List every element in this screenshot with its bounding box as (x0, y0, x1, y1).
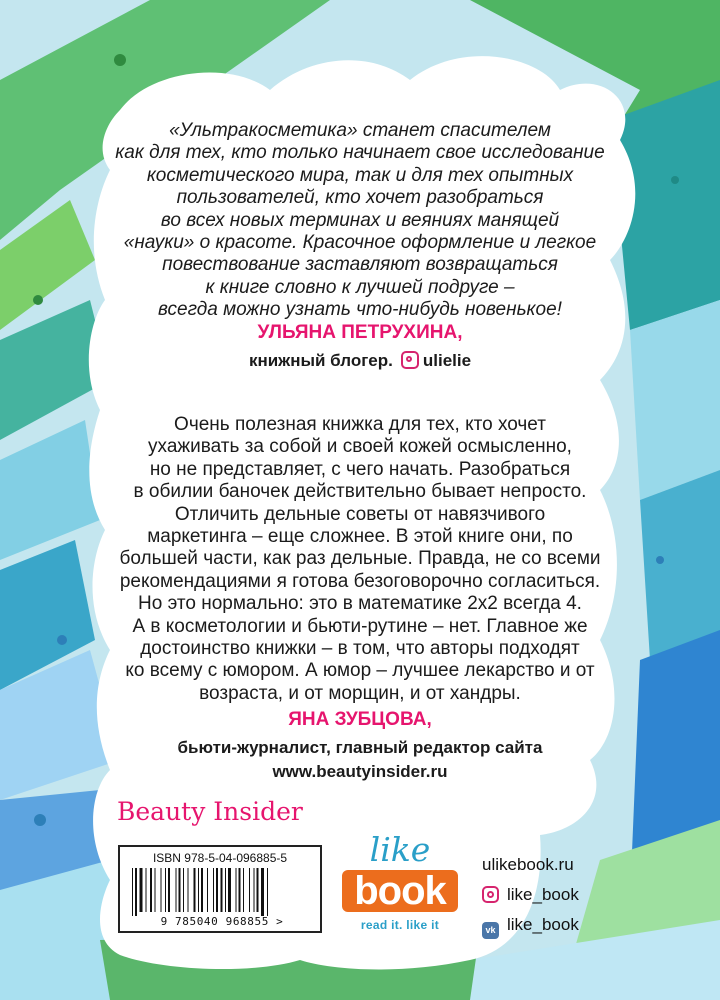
quote-2-line: Но это нормально: это в математике 2х2 всегда 4. (138, 593, 582, 615)
instagram-icon (482, 886, 499, 903)
publisher-instagram[interactable] (482, 885, 579, 905)
quote-2-line: большей части, как раз дельные. Правда, не со всеми (119, 548, 601, 570)
quote-2-line: Отличить дельные советы от навязчивого (174, 503, 546, 525)
quote-2-line: ухаживать за собой и своей кожей осмысленно, (148, 436, 572, 458)
quote-1-line: пользователей, кто хочет разобраться (176, 187, 544, 209)
quote-1-line: к книге словно к лучшей подруге – (205, 276, 515, 298)
quote-1-role (0, 349, 720, 373)
isbn-label: ISBN 978-5-04-096885-5 (152, 851, 288, 865)
quote-2-line: возраста, и от морщин, и от хандры. (199, 682, 521, 704)
quote-2-role (0, 736, 720, 784)
quote-1-line: «науки» о красоте. Красочное оформление и легкое (123, 232, 597, 254)
publisher-vk[interactable] (482, 915, 579, 939)
publisher-website[interactable]: ulikebook.ru (482, 855, 574, 874)
quote-1-role-text: книжный блогер. (248, 351, 393, 370)
quote-1-line: косметического мира, так и для тех опытных (146, 164, 574, 186)
quote-1-line: всегда можно узнать что-нибудь новенькое! (158, 299, 562, 321)
quote-2-author: ЯНА ЗУБЦОВА, (288, 709, 432, 730)
beauty-insider-brand: Beauty Insider (117, 797, 303, 826)
quote-1-author: УЛЬЯНА ПЕТРУХИНА, (257, 322, 463, 343)
quote-1-line: во всех новых терминах и веяниях манящей (160, 209, 560, 231)
quote-1-line: как для тех, кто только начинает свое исследование (115, 142, 605, 164)
quote-2-line: рекомендациями я готова безоговорочно согласиться. (119, 570, 601, 592)
logo-like-word: like (369, 830, 431, 869)
vk-icon: vk (482, 922, 499, 939)
logo-tagline: read it. like it (360, 918, 440, 932)
isbn-barcode-box (118, 845, 322, 933)
quote-2-line: А в косметологии и бьюти-рутине – нет. Главное же (132, 615, 588, 637)
barcode (130, 868, 314, 916)
vk-handle: like_book (507, 915, 579, 934)
quote-1-line: «Ультракосметика» станет спасителем (169, 120, 551, 141)
quote-2-line: Очень полезная книжка для тех, кто хочет (174, 414, 546, 435)
isbn-digits: 9 785040 968855 > (160, 915, 284, 928)
quote-2-role-line: бьюти-журналист, главный редактор сайта (177, 738, 543, 757)
quote-1-line: повествование заставляют возвращаться (162, 254, 558, 276)
quote-2-line: маркетинга – еще сложнее. В этой книге они, по (147, 526, 573, 548)
instagram-handle: like_book (507, 885, 579, 904)
quote-2-line: ко всему с юмором. А юмор – лучшее лекарство и от (125, 660, 595, 682)
quote-2-line: но не представляет, с чего начать. Разобраться (149, 458, 571, 480)
quote-2-line: в обилии баночек действительно бывает непросто. (133, 481, 587, 503)
quote-1-text (0, 120, 720, 322)
quote-1-instagram-handle: ulielie (422, 351, 472, 370)
instagram-icon (401, 351, 419, 369)
quote-2-website: www.beautyinsider.ru (272, 762, 448, 781)
logo-book-word: book (342, 870, 458, 912)
quote-2-text (0, 414, 720, 705)
likebook-logo (336, 830, 464, 948)
quote-2-line: достоинство книжки – в том, что авторы подходят (140, 638, 580, 660)
